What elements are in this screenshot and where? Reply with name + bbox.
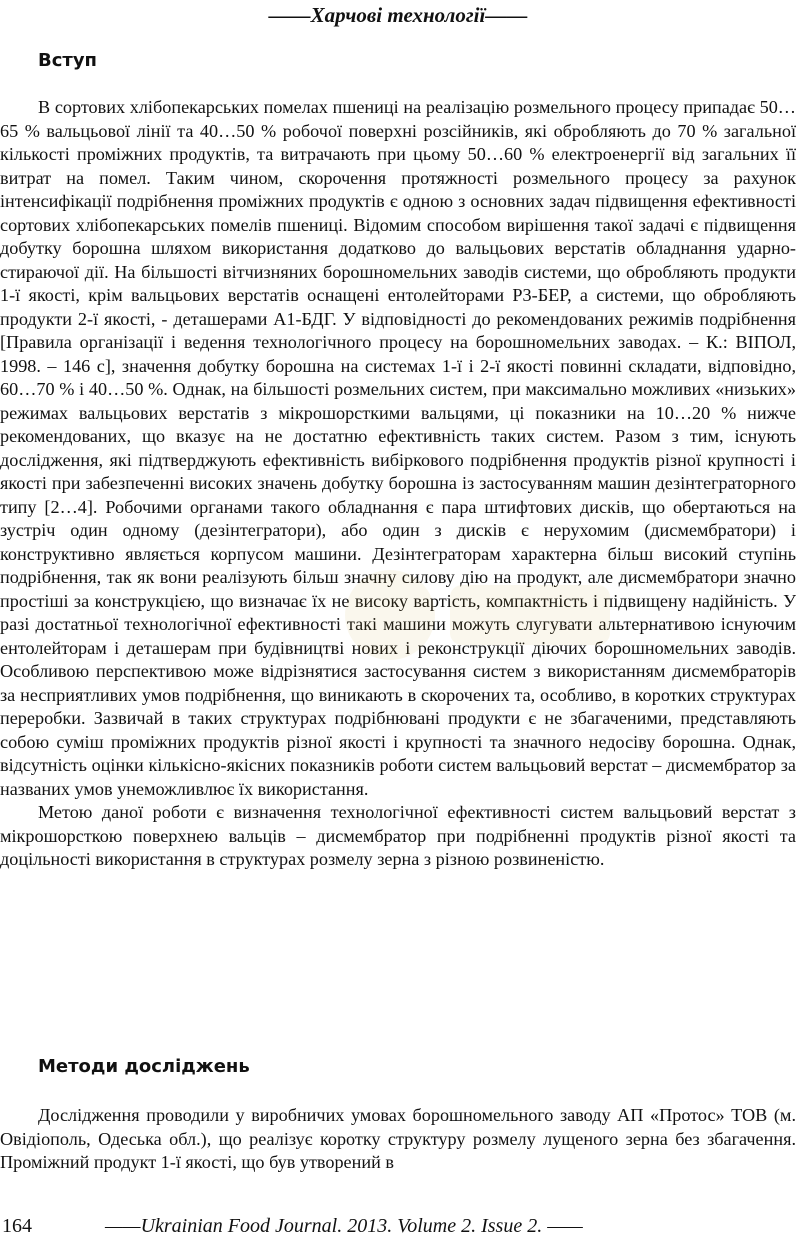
journal-reference: ——Ukrainian Food Journal. 2013. Volume 2. Issue 2. —— (105, 1215, 583, 1237)
intro-body (0, 96, 796, 872)
paragraph: Метою даної роботи є визначення технологічної ефективності систем вальцьовий верстат з мікрошорсткою поверхнею вальців – дисмембратор при подрібненні продуктів різної якості та доцільності використання в структурах розмелу зерна з різною розвиненістю. (0, 802, 796, 869)
page-footer (0, 1214, 796, 1240)
paragraph: Дослідження проводили у виробничих умовах борошномельного заводу АП «Протос» ТОВ (м. Овідіополь, Одеська обл.), що реалізує коротку структуру розмелу лущеного зерна без збагачення. Проміжний продукт 1-ї якості, що був утворений в (0, 1105, 796, 1172)
section-heading-methods: Методи досліджень (38, 1056, 250, 1077)
paragraph: В сортових хлібопекарських помелах пшениці на реалізацію розмельного процесу припадає 50…65 % вальцьової лінії та 40…50 % робочої поверхні розсійників, які обробляють до 70 % загальної кількості проміжних продуктів, та витрачають при цьому 50…60 % електроенергії від загальних її витрат на помел. Таким чином, скорочення протяжності розмельного процесу за рахунок інтенсифікації подрібнення проміжних продуктів є одною з основних задач підвищення ефективності сортових хлібопекарських помелів пшениці. Відомим способом вирішення такої задачі є підвищення добутку борошна шляхом використання додатково до вальцьових верстатів обладнання ударно-стираючої дії. На більшості вітчизняних борошномельних заводів системи, що обробляють продукти 1-ї якості, крім вальцьових верстатів оснащені ентолейторами Р3-БЕР, а системи, що обробляють продукти 2-ї якості, - деташерами А1-БДГ. У відповідності до рекомендованих режимів подрібнення [Правила організації і ведення технологічного процесу на борошномельних заводах. – К.: ВІПОЛ, 1998. – 146 с], значення добутку борошна на системах 1-ї і 2-ї якості повинні складати, відповідно, 60…70 % і 40…50 %. Однак, на більшості розмельних систем, при максимально можливих «низьких» режимах вальцьових верстатів з мікрошорсткими вальцями, ці показники на 10…20 % нижче рекомендованих, що вказує на не достатню ефективність таких систем. Разом з тим, існують дослідження, які підтверджують ефективність вибіркового подрібнення продуктів різної крупності і якості при забезпеченні високих значень добутку борошна із застосуванням машин дезінтеграторного типу [2…4]. Робочими органами такого обладнання є пара штифтових дисків, що обертаються на зустріч один одному (дезінтегратори), або один з дисків є нерухомим (дисмембратори) і конструктивно являється корпусом машини. Дезінтеграторам характерна більш високий ступінь подрібнення, так як вони реалізують більш значну силову дію на продукт, але дисмембратори значно простіші за конструкцією, що визначає їх не високу вартість, компактність і підвищену надійність. У разі достатньої технологічної ефективності такі машини можуть слугувати альтернативою існуючим ентолейторам і деташерам при будівництві нових і реконструкції діючих борошномельних заводів. Особливою перспективою може відрізнятися застосування систем з використанням дисмембраторів за несприятливих умов подрібнення, що виникають в скорочених та, особливо, в коротких структурах переробки. Зазвичай в таких структурах подрібнювані продукти є не збагаченими, представляють собою суміш проміжних продуктів різної якості і крупності та значного недосіву борошна. Однак, відсутність оцінки кількісно-якісних показників роботи систем вальцьовий верстат – дисмембратор за названих умов унеможливлює їх використання. (0, 97, 796, 799)
section-heading-intro: Вступ (38, 50, 97, 71)
running-header: ——Харчові технології—— (268, 3, 528, 27)
page-number: 164 (2, 1215, 32, 1237)
methods-body (0, 1104, 796, 1175)
